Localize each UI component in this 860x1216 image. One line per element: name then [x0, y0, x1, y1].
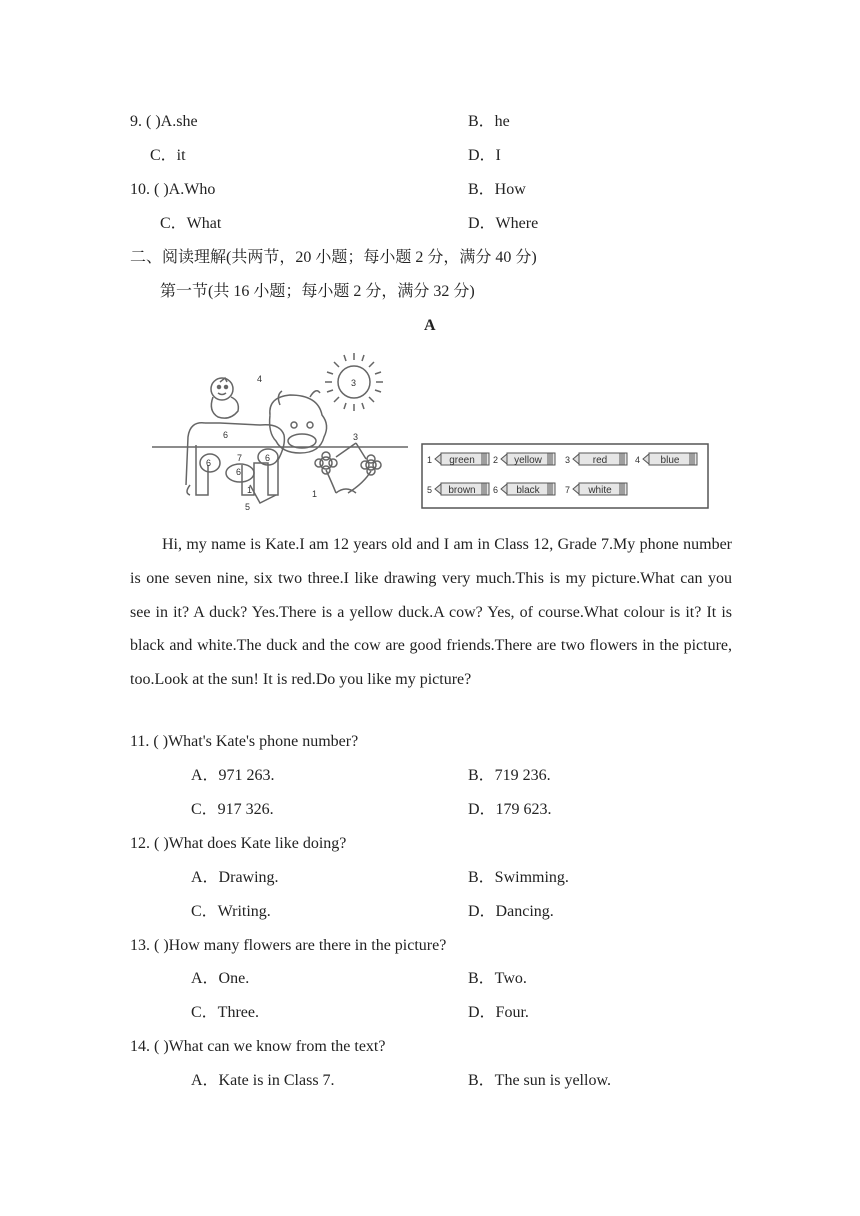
crayon-label: green — [449, 455, 475, 466]
passage-text: Hi, my name is Kate.I am 12 years old and I am in Class 12, Grade 7.My phone number is one seven nine, six two three.I like drawing very much.This is my picture.What can you see in it? A duck? Yes.There is a yellow duck.A cow? Yes, of course.What colour is it? It is black and white.The duck and the cow are good friends.There are two flowers in the picture, too.Look at the sun! It is red.Do you like my picture? — [130, 536, 732, 689]
label-6b: 6 — [206, 458, 212, 468]
crayon-black — [493, 483, 555, 496]
q13-option-a: A．One. — [191, 970, 250, 987]
q14-option-b: B．The sun is yellow. — [468, 1072, 611, 1089]
crayon-blue — [635, 453, 697, 466]
section-heading: 二、阅读理解(共两节，20 小题；每小题 2 分，满分 40 分) — [130, 249, 537, 266]
crayon-number: 6 — [493, 485, 499, 495]
q11-stem: 11. ( )What's Kate's phone number? — [130, 733, 359, 750]
label-6a: 6 — [223, 430, 229, 440]
q14-option-a: A．Kate is in Class 7. — [191, 1072, 335, 1089]
crayon-tip — [435, 454, 441, 464]
q12-option-c: C．Writing. — [191, 903, 271, 920]
flower-icon — [315, 443, 381, 493]
q10-option-c: C．What — [160, 215, 222, 232]
crayon-number: 1 — [427, 455, 433, 465]
crayon-label: brown — [448, 485, 476, 496]
crayon-label: blue — [660, 455, 680, 466]
label-1: 1 — [312, 489, 318, 499]
label-sun: 3 — [351, 378, 357, 388]
crayon-tip — [501, 454, 507, 464]
q10-option-d: D．Where — [468, 215, 539, 232]
q13-option-d: D．Four. — [468, 1004, 529, 1021]
label-5: 5 — [245, 502, 251, 512]
crayon-green — [427, 453, 489, 466]
q12-option-b: B．Swimming. — [468, 869, 569, 886]
crayon-yellow — [493, 453, 555, 466]
crayon-number: 7 — [565, 485, 571, 495]
crayon-white — [565, 483, 627, 496]
q13-option-c: C．Three. — [191, 1004, 259, 1021]
q12-stem: 12. ( )What does Kate like doing? — [130, 835, 347, 852]
crayon-tip — [643, 454, 649, 464]
q14-stem: 14. ( )What can we know from the text? — [130, 1038, 386, 1055]
label-flower: 3 — [353, 432, 359, 442]
label-4: 4 — [257, 374, 263, 384]
crayon-label: yellow — [514, 455, 542, 466]
crayon-tip — [573, 454, 579, 464]
crayon-tip — [573, 484, 579, 494]
crayon-tip — [501, 484, 507, 494]
q12-option-d: D．Dancing. — [468, 903, 554, 920]
q10-stem: 10. ( )A.Who — [130, 181, 216, 198]
label-7: 7 — [237, 453, 243, 463]
q13-stem: 13. ( )How many flowers are there in the picture? — [130, 937, 447, 954]
q9-option-c: C．it — [150, 147, 186, 164]
crayon-number: 2 — [493, 455, 499, 465]
q13-option-b: B．Two. — [468, 970, 527, 987]
label-6d: 6 — [236, 467, 242, 477]
crayon-brown — [427, 483, 489, 496]
subsection-heading: 第一节(共 16 小题；每小题 2 分，满分 32 分) — [160, 283, 475, 300]
q9-option-b: B．he — [468, 113, 510, 130]
crayon-label: red — [592, 455, 608, 466]
label-6c: 6 — [265, 453, 271, 463]
passage-title: A — [424, 317, 436, 334]
q10-option-b: B．How — [468, 181, 526, 198]
crayon-number: 4 — [635, 455, 641, 465]
coloring-picture — [150, 345, 415, 515]
q11-option-b: B．719 236. — [468, 767, 551, 784]
q9-stem: 9. ( )A.she — [130, 113, 198, 130]
crayon-number: 5 — [427, 485, 433, 495]
crayon-red — [565, 453, 627, 466]
q12-option-a: A．Drawing. — [191, 869, 279, 886]
cow-icon — [186, 391, 327, 495]
duck-icon — [211, 378, 238, 418]
q9-option-d: D．I — [468, 147, 501, 164]
crayon-number: 3 — [565, 455, 571, 465]
q11-option-a: A．971 263. — [191, 767, 275, 784]
label-1b: 1 — [247, 485, 253, 495]
q11-option-d: D．179 623. — [468, 801, 552, 818]
q11-option-c: C．917 326. — [191, 801, 274, 818]
crayon-label: white — [588, 485, 612, 496]
crayon-label: black — [516, 485, 540, 496]
crayon-tip — [435, 484, 441, 494]
crayon-palette — [421, 443, 709, 509]
